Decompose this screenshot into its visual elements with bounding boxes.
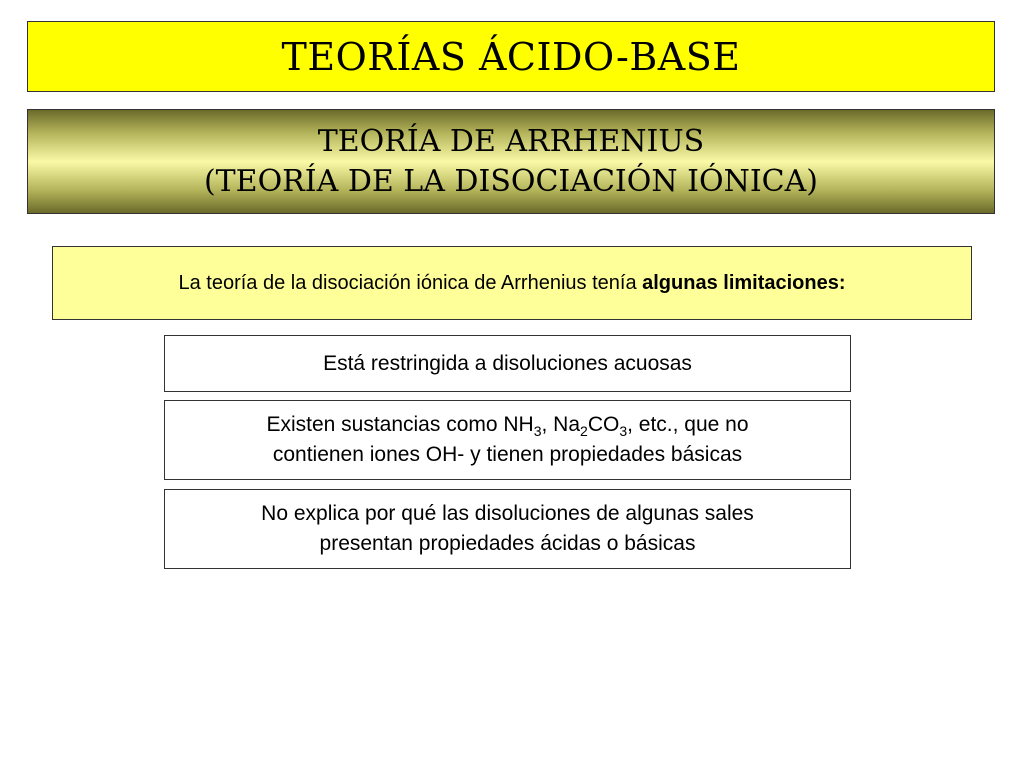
limitation-3-line-2: presentan propiedades ácidas o básicas xyxy=(319,532,696,555)
subtitle-banner xyxy=(27,109,995,214)
limitation-3-line-1: No explica por qué las disoluciones de algunas sales xyxy=(261,502,754,525)
subscript-co3: 3 xyxy=(619,423,628,439)
intro-statement xyxy=(178,272,845,295)
intro-box xyxy=(52,246,972,320)
subscript-nh3: 3 xyxy=(533,423,542,439)
limitation-2-line-2: contienen iones OH- y tienen propiedades básicas xyxy=(272,443,743,466)
limitation-text-1: Está restringida a disoluciones acuosas xyxy=(323,351,692,375)
limitation-box-1 xyxy=(164,335,851,392)
subtitle-line-2: (TEORÍA DE LA DISOCIACIÓN IÓNICA) xyxy=(203,163,819,199)
page-title: TEORÍAS ÁCIDO-BASE xyxy=(281,34,741,79)
intro-text: La teoría de la disociación iónica de Arrhenius tenía xyxy=(178,271,643,294)
subtitle-line-1: TEORÍA DE ARRHENIUS xyxy=(317,123,705,159)
limitation-2-part-1: Existen sustancias como NH xyxy=(266,413,534,436)
limitation-box-3 xyxy=(164,489,851,569)
limitation-2-part-3: CO xyxy=(587,413,620,436)
limitation-text-2 xyxy=(266,410,748,470)
subscript-na2: 2 xyxy=(580,423,588,439)
title-banner xyxy=(27,21,995,92)
limitation-text-3 xyxy=(261,499,754,559)
limitation-2-part-4: , etc., que no xyxy=(627,413,749,436)
limitation-2-part-2: , Na xyxy=(541,413,581,436)
intro-bold-text: algunas limitaciones: xyxy=(642,271,846,294)
limitation-box-2 xyxy=(164,400,851,480)
